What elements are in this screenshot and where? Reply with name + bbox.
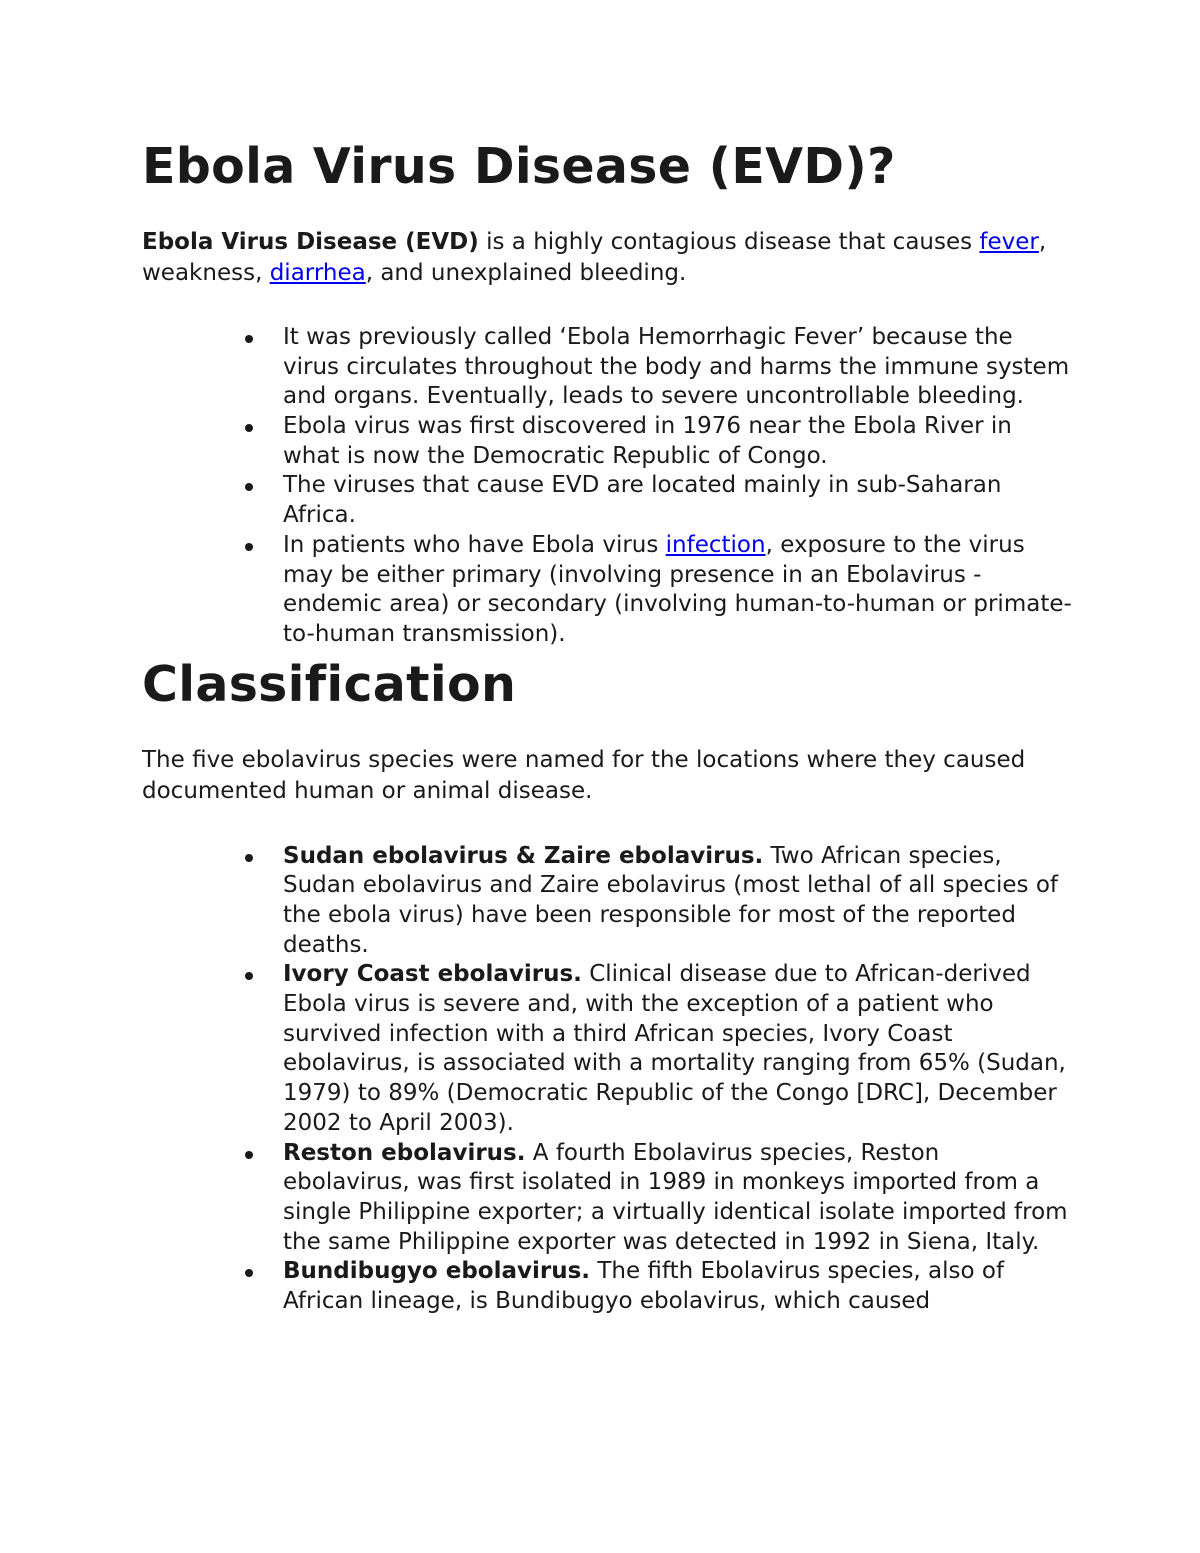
overview-bullet-list (142, 323, 1072, 650)
bullet-icon (245, 854, 253, 862)
classification-heading: Classification (142, 655, 517, 713)
list-item (142, 1257, 1072, 1316)
intro-text-3: , and unexplained bleeding. (365, 259, 687, 286)
list-item-text: Ebola virus was first discovered in 1976 near the Ebola River in what is now the Democratic Republic of Congo. (283, 413, 1012, 469)
species-description: Two African species, Sudan ebolavirus and Zaire ebolavirus (most lethal of all species of the ebola virus) have been responsible for most of the reported deaths. (283, 842, 1059, 958)
page-title: Ebola Virus Disease (EVD)? (142, 138, 896, 195)
intro-text-1: is a highly contagious disease that causes (478, 228, 980, 255)
list-item (142, 323, 1072, 412)
fever-link[interactable]: fever (979, 228, 1039, 255)
species-name: Bundibugyo ebolavirus. (283, 1258, 591, 1285)
list-item-text-pre: In patients who have Ebola virus (283, 531, 666, 558)
list-item (142, 960, 1072, 1138)
list-item (142, 412, 1072, 471)
list-item (142, 531, 1072, 650)
list-item (142, 471, 1072, 530)
list-item-text: It was previously called ‘Ebola Hemorrhagic Fever’ because the virus circulates throughout the body and harms the immune system and organs. Eventually, leads to severe uncontrollable bleeding. (283, 323, 1070, 410)
species-description: The fifth Ebolavirus species, also of African lineage, is Bundibugyo ebolavirus, which caused (283, 1258, 1005, 1315)
bullet-icon (245, 1269, 253, 1277)
classification-intro: The five ebolavirus species were named for the locations where they caused documented human or animal disease. (142, 746, 1026, 804)
diarrhea-link[interactable]: diarrhea (269, 259, 366, 286)
species-name: Reston ebolavirus. (283, 1139, 526, 1166)
bullet-icon (245, 483, 253, 491)
list-item (142, 842, 1072, 961)
intro-bold-term: Ebola Virus Disease (EVD) (142, 228, 479, 255)
bullet-icon (245, 424, 253, 432)
bullet-icon (245, 972, 253, 980)
document-page (142, 140, 1072, 1317)
bullet-icon (245, 543, 253, 551)
infection-link[interactable]: infection (665, 531, 766, 558)
intro-text-2: , weakness, (142, 228, 1047, 286)
species-name: Ivory Coast ebolavirus. (283, 961, 582, 988)
species-description: A fourth Ebolavirus species, Reston ebolavirus, was first isolated in 1989 in monkeys imported from a single Philippine exporter; a virtually identical isolate imported from the same Philippine exporter was detected in 1992 in Siena, Italy. (283, 1139, 1068, 1255)
intro-paragraph (142, 227, 1072, 289)
bullet-icon (245, 1151, 253, 1159)
species-name: Sudan ebolavirus & Zaire ebolavirus. (283, 842, 764, 869)
list-item (142, 1139, 1072, 1258)
species-bullet-list (142, 842, 1072, 1317)
list-item-text: The viruses that cause EVD are located mainly in sub-Saharan Africa. (283, 472, 1002, 529)
species-description: Clinical disease due to African-derived Ebola virus is severe and, with the exception of a patient who survived infection with a third African species, Ivory Coast ebolavirus, is associated with a mortality ranging from 65% (Sudan, 1979) to 89% (Democratic Republic of the Congo [DRC], December 2002 to April 2003). (283, 961, 1066, 1136)
list-item-text-post: , exposure to the virus may be either primary (involving presence in an Ebolavirus -endemic area) or secondary (involving human-to-human or primate-to-human transmission). (283, 531, 1072, 647)
bullet-icon (245, 335, 253, 343)
